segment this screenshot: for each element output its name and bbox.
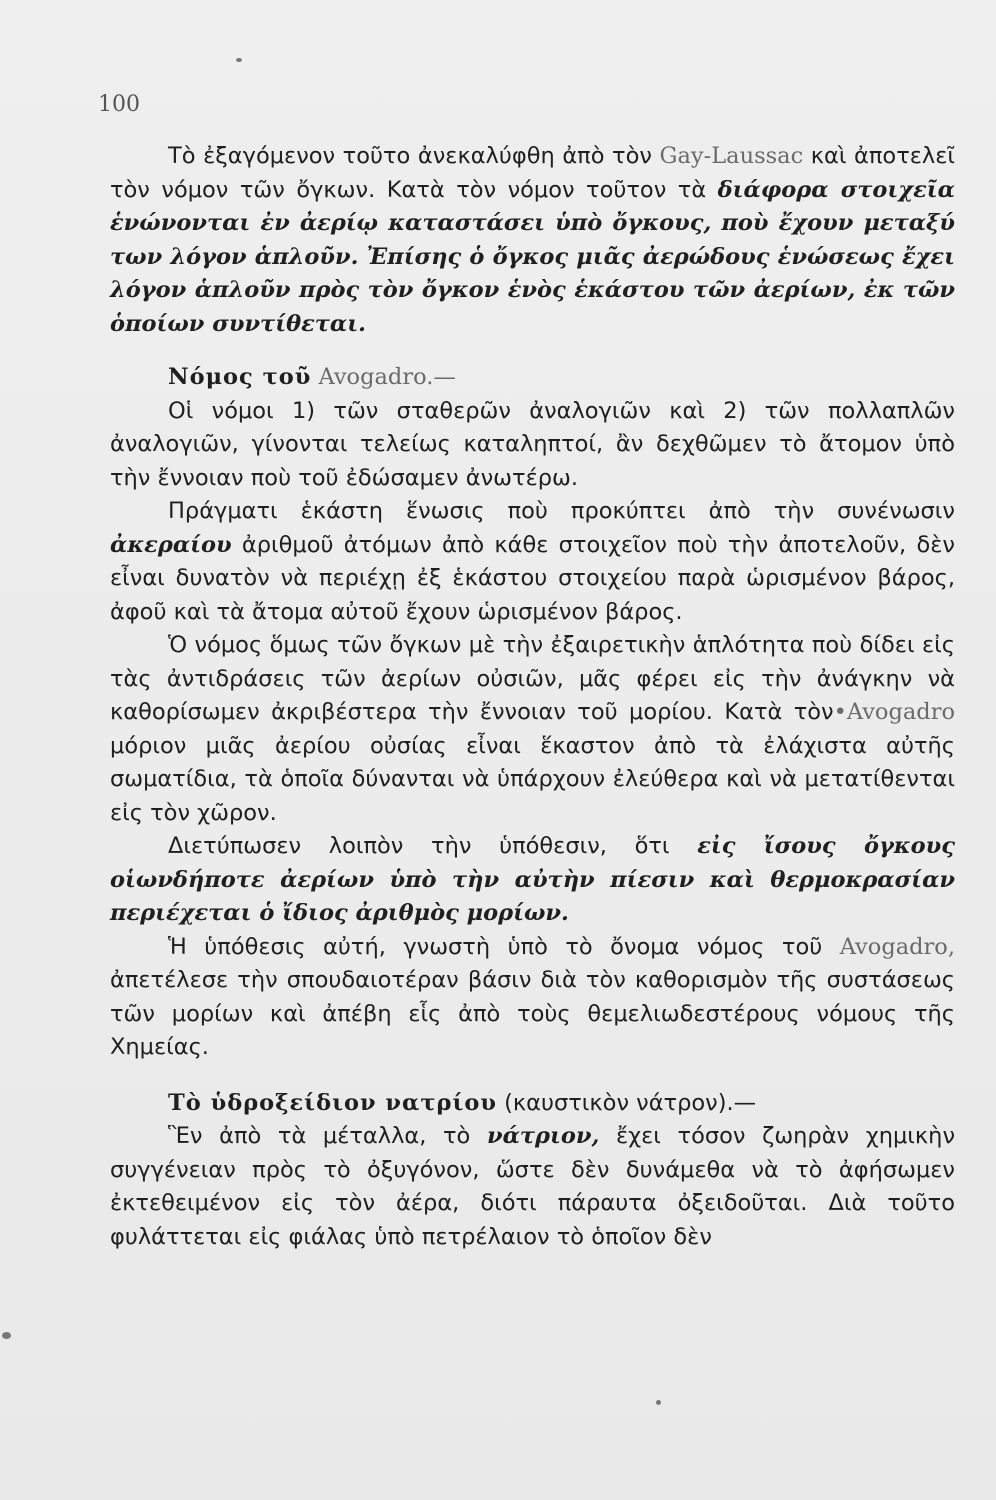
paragraph-gay-lussac-law: Τὸ ἐξαγόμενον τοῦτο ἀνεκαλύφθη ἀπὸ τὸν Gay-Laussac καὶ ἀποτελεῖ τὸν νόμον τῶν ὄγκων. Κατὰ τὸν νόμον τοῦτον τὰ διάφορα στοιχεῖα ἑνώνονται ἐν ἀερίῳ καταστάσει ὑπὸ ὄγκους, ποὺ ἔχουν μεταξύ των λόγον ἁπλοῦν. Ἐπίσης ὁ ὄγκος μιᾶς ἀερώδους ἑνώσεως ἔχει λόγον ἁπλοῦν πρὸς τὸν ὄγκον ἑνὸς ἑκάστου τῶν ἀερίων, ἐκ τῶν ὁποίων συντίθεται.	[110, 143, 955, 337]
paragraph-hypothesis: Διετύπωσεν λοιπὸν τὴν ὑπόθεσιν, ὅτι εἰς ἴσους ὄγκους οἱωνδήποτε ἀερίων ὑπὸ τὴν αὐτὴν πίεσιν καὶ θερμοκρασίαν περιέχεται ὁ ἴδιος ἀριθμὸς μορίων.	[110, 833, 955, 926]
page-number: 100	[98, 92, 140, 117]
name-gay-laussac: Gay-Laussac	[659, 143, 804, 169]
paragraph-sodium: Ἓν ἀπὸ τὰ μέταλλα, τὸ νάτριον, ἔχει τόσον ζωηρὰν χημικὴν συγγένειαν πρὸς τὸ ὀξυγόνον, ὥστε δὲν δυνάμεθα νὰ τὸ ἀφήσωμεν ἐκτεθειμένον εἰς τὸν ἀέρα, διότι πάραυτα ὀξειδοῦται. Διὰ τοῦτο φυλάττεται εἰς φιάλας ὑπὸ πετρέλαιον τὸ ὁποῖον δὲν	[110, 1123, 956, 1250]
paragraph-laws-proportions: Οἱ νόμοι 1) τῶν σταθερῶν ἀναλογιῶν καὶ 2) τῶν πολλαπλῶν ἀναλογιῶν, γίνονται τελείως καταληπτοί, ἂν δεχθῶμεν τὸ ἄτομον ὑπὸ τὴν ἔννοιαν ποὺ τοῦ ἐδώσαμεν ἀνωτέρω.	[110, 397, 955, 491]
paragraph-integer-atoms: Πράγματι ἑκάστη ἕνωσις ποὺ προκύπτει ἀπὸ τὴν συνένωσιν ἀκεραίου ἀριθμοῦ ἀτόμων ἀπὸ κάθε στοιχεῖον ποὺ τὴν ἀποτελοῦν, δὲν εἶναι δυνατὸν νὰ περιέχῃ ἐξ ἑκάστου στοιχείου παρὰ ὡρισμένον βάρος, ἀφοῦ καὶ τὰ ἄτομα αὐτοῦ ἔχουν ὡρισμένον βάρος.	[110, 498, 955, 625]
heading-avogadro-law: Νόμος τοῦ Avogadro.—	[168, 364, 456, 390]
ink-speck	[236, 58, 242, 62]
ink-speck	[656, 1400, 661, 1405]
italic-law-statement: διάφορα στοιχεῖα ἑνώνονται ἐν ἀερίῳ καταστάσει ὑπὸ ὄγκους, ποὺ ἔχουν μεταξύ των λόγον ἁπλοῦν. Ἐπίσης ὁ ὄγκος μιᾶς ἀερώδους ἑνώσεως ἔχει λόγον ἁπλοῦν πρὸς τὸν ὄγκον ἑνὸς ἑκάστου τῶν ἀερίων, ἐκ τῶν ὁποίων συντίθεται.	[110, 176, 955, 337]
paragraph-avogadro-significance: Ἡ ὑπόθεσις αὐτή, γνωστὴ ὑπὸ τὸ ὄνομα νόμος τοῦ Avogadro, ἀπετέλεσε τὴν σπουδαιοτέραν βάσιν διὰ τὸν καθορισμὸν τῆς συστάσεως τῶν μορίων καὶ ἀπέβη εἷς ἀπὸ τοὺς θεμελιωδεστέρους νόμους τῆς Χημείας.	[110, 933, 955, 1060]
heading-sodium-hydroxide: Τὸ ὑδροξείδιον νατρίου (καυστικὸν νάτρον).—	[168, 1089, 757, 1116]
ink-speck	[2, 1332, 11, 1339]
page-text	[110, 140, 955, 1254]
paragraph-molecule-definition: Ὁ νόμος ὅμως τῶν ὄγκων μὲ τὴν ἐξαιρετικὴν ἁπλότητα ποὺ δίδει εἰς τὰς ἀντιδράσεις τῶν ἀερίων οὐσιῶν, μᾶς φέρει εἰς τὴν ἀνάγκην νὰ καθορίσωμεν ἀκριβέστερα τὴν ἔννοιαν τοῦ μορίου. Κατὰ τὸν•Avogadro μόριον μιᾶς ἀερίου οὐσίας εἶναι ἕκαστον ἀπὸ τὰ ἐλάχιστα αὐτῆς σωματίδια, τὰ ὁποῖα δύνανται νὰ ὑπάρχουν ἐλεύθερα καὶ νὰ μετατίθενται εἰς τὸν χῶρον.	[110, 632, 955, 826]
